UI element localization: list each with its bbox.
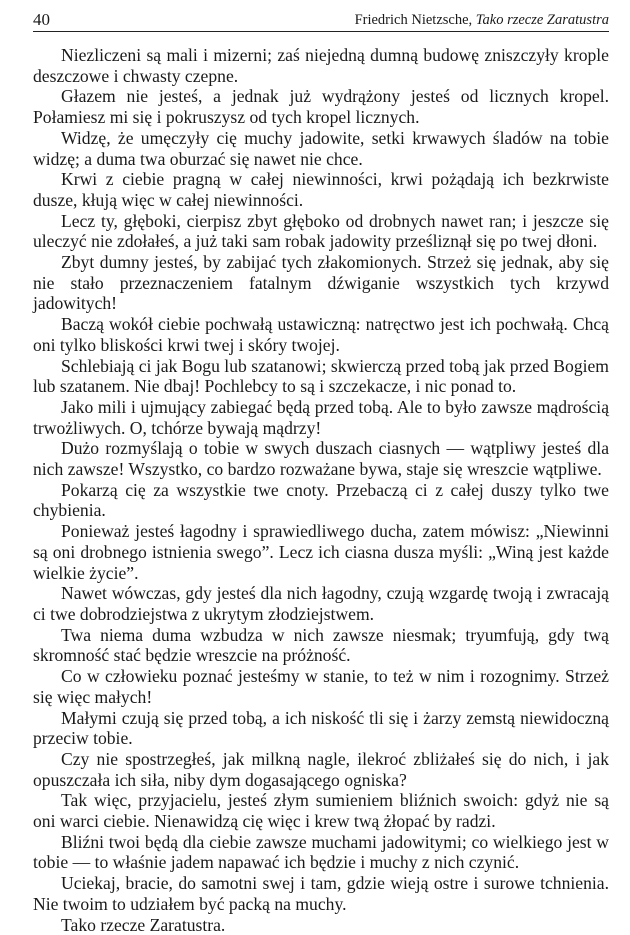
- paragraph: Uciekaj, bracie, do samotni swej i tam, gdzie wieją ostre i surowe tchnienia. Nie twoim to udziałem być packą na muchy.: [33, 873, 609, 914]
- paragraph: Małymi czują się przed tobą, a ich niskość tli się i żarzy zemstą niewidoczną przeciw tobie.: [33, 707, 609, 749]
- body-text: [33, 45, 609, 935]
- header-rule: [33, 31, 609, 32]
- paragraph: Bliźni twoi będą dla ciebie zawsze muchami jadowitymi; co wielkiego jest w tobie — to właśnie jadem napawać ich będzie i muchy z nich czynić.: [33, 831, 609, 873]
- paragraph: Pokarzą cię za wszystkie twe cnoty. Przebaczą ci z całej duszy tylko twe chybienia.: [33, 479, 609, 521]
- closing-line: Tako rzecze Zaratustra.: [61, 914, 226, 935]
- paragraph: Ponieważ jesteś łagodny i sprawiedliwego ducha, zatem mówisz: „Niewinni są oni drobnego istnienia swego”. Lecz ich ciasna dusza myśli: „Winą jest każde wielkie życie”.: [33, 521, 609, 583]
- paragraph: Baczą wokół ciebie pochwałą ustawiczną: natręctwo jest ich pochwałą. Chcą oni tylko bliskości krwi twej i skóry twojej.: [33, 314, 609, 355]
- paragraph: Głazem nie jesteś, a jednak już wydrążony jesteś od licznych kropel. Połamiesz mi się i pokruszysz od tych kropel licznych.: [33, 86, 609, 128]
- paragraph: Schlebiają ci jak Bogu lub szatanowi; skwierczą przed tobą jak przed Bogiem lub szatanem. Nie dbaj! Pochlebcy to są i szczekacze, i nic ponad to.: [33, 355, 609, 397]
- running-head: [355, 12, 609, 29]
- paragraph: Jako mili i ujmujący zabiegać będą przed tobą. Ale to było zawsze mądrością trwożliwych. O, tchórze bywają mądrzy!: [33, 396, 609, 438]
- paragraph: Twa niema duma wzbudza w nich zawsze niesmak; tryumfują, gdy twą skromność stać będzie wreszcie na próżność.: [33, 624, 609, 666]
- page-number: 40: [33, 10, 50, 29]
- page-header: [33, 10, 609, 32]
- paragraph: Co w człowieku poznać jesteśmy w stanie, to też w nim i rozognimy. Strzeż się więc małych!: [33, 666, 609, 707]
- paragraph: Czy nie spostrzegłeś, jak milkną nagle, ilekroć zbliżałeś się do nich, i jak opuszczała ich siła, niby dym dogasającego ogniska?: [33, 748, 609, 790]
- paragraph: Lecz ty, głęboki, cierpisz zbyt głęboko od drobnych nawet ran; i jeszcze się uleczyć nie zdołałeś, a już taki sam robak jadowity prześliznął się po twej dłoni.: [33, 210, 609, 252]
- paragraph: Krwi z ciebie pragną w całej niewinności, krwi pożądają ich bezkrwiste dusze, kłują więc w całej niewinności.: [33, 169, 609, 210]
- paragraph: Widzę, że umęczyły cię muchy jadowite, setki krwawych śladów na tobie widzę; a duma twa oburzać się nawet nie chce.: [33, 127, 609, 169]
- paragraph: Nawet wówczas, gdy jesteś dla nich łagodny, czują wzgardę twoją i zwracają ci twe dobrodziejstwa z ukrytym złodziejstwem.: [33, 583, 609, 624]
- running-head-author: Friedrich Nietzsche,: [354, 12, 473, 28]
- paragraph: Zbyt dumny jesteś, by zabijać tych złakomionych. Strzeż się jednak, aby się nie stało przeznaczeniem fatalnym dźwiganie wszystkich tych krzywd jadowitych!: [33, 252, 609, 314]
- paragraph: Dużo rozmyślają o tobie w swych duszach ciasnych — wątpliwy jesteś dla nich zawsze! Wszystko, co bardzo rozważane bywa, staje się wreszcie wątpliwe.: [33, 438, 609, 480]
- running-head-book-title: Tako rzecze Zaratustra: [475, 12, 609, 28]
- paragraph: Niezliczeni są mali i mizerni; zaś niejedną dumną budowę zniszczyły krople deszczowe i chwasty czepne.: [33, 45, 609, 86]
- paragraph: Tak więc, przyjacielu, jesteś złym sumieniem bliźnich swoich: gdyż nie są oni warci ciebie. Nienawidzą cię więc i krew twą żłopać by radzi.: [33, 790, 609, 832]
